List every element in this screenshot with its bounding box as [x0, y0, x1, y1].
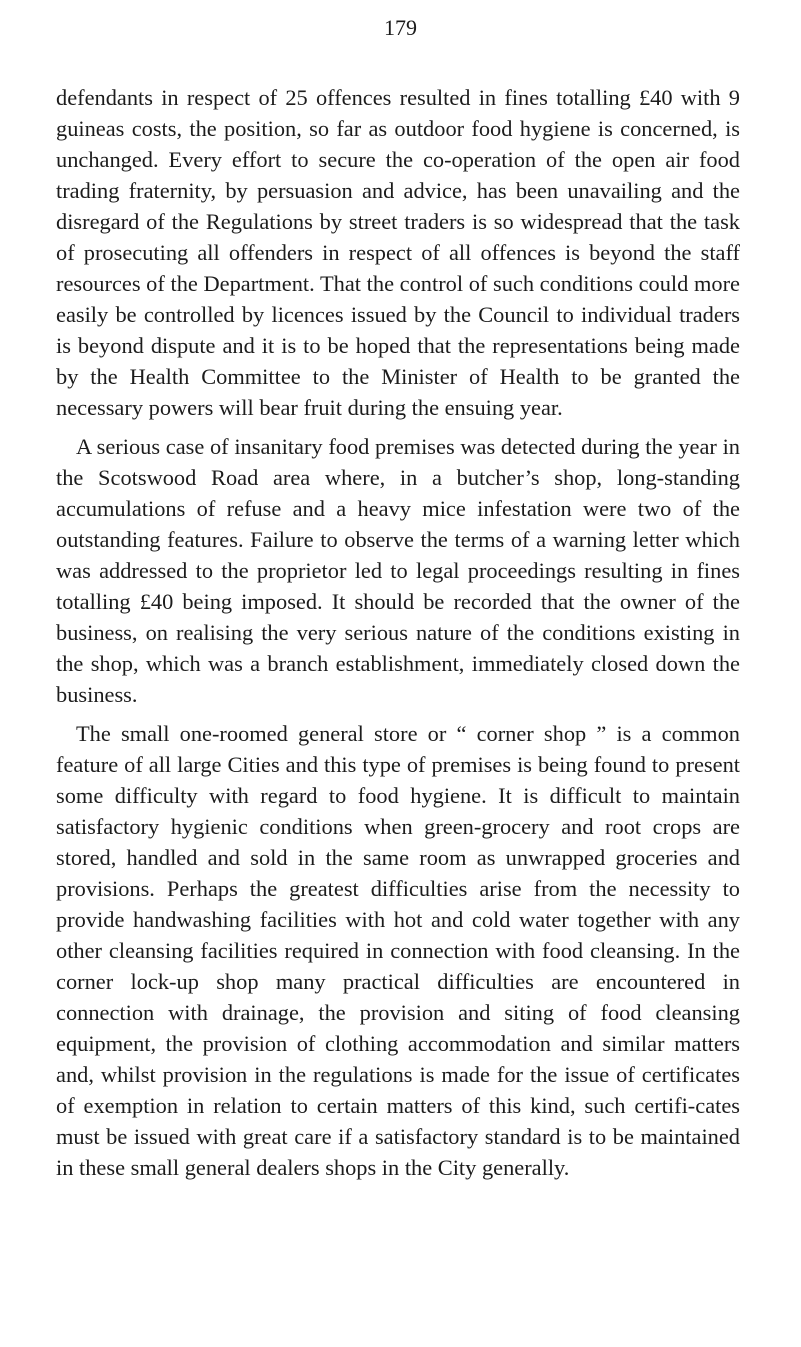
paragraph-outdoor-food-hygiene: defendants in respect of 25 offences resulted in fines totalling £40 with 9 guineas costs, the position, so far as outdoor food hygiene is concerned, is unchanged. Every effort to secure the co-operation of the open air food trading fraternity, by persuasion and advice, has been unavailing and the disregard of the Regulations by street traders is so widespread that the task of prosecuting all offenders in respect of all offences is beyond the staff resources of the Department. That the control of such conditions could more easily be controlled by licences issued by the Council to individual traders is beyond dispute and it is to be hoped that the representations being made by the Health Committee to the Minister of Health to be granted the necessary powers will bear fruit during the ensuing year. [56, 85, 740, 420]
body-text [56, 82, 740, 1183]
paragraph-corner-shop: The small one-roomed general store or “ corner shop ” is a common feature of all large Cities and this type of premises is being found to present some difficulty with regard to food hygiene. It is difficult to maintain satisfactory hygienic conditions when green-grocery and root crops are stored, handled and sold in the same room as unwrapped groceries and provisions. Perhaps the greatest difficulties arise from the necessity to provide handwashing facilities with hot and cold water together with any other cleansing facilities required in connection with food cleansing. In the corner lock-up shop many practical difficulties are encountered in connection with drainage, the provision and siting of food cleansing equipment, the provision of clothing accommodation and similar matters and, whilst provision in the regulations is made for the issue of certificates of exemption in relation to certain matters of this kind, such certifi-cates must be issued with great care if a satisfactory standard is to be maintained in these small general dealers shops in the City generally. [56, 721, 740, 1180]
page-number: 179 [384, 15, 417, 40]
paragraph-insanitary-premises: A serious case of insanitary food premises was detected during the year in the Scotswood Road area where, in a butcher’s shop, long-standing accumulations of refuse and a heavy mice infestation were two of the outstanding features. Failure to observe the terms of a warning letter which was addressed to the proprietor led to legal proceedings resulting in fines totalling £40 being imposed. It should be recorded that the owner of the business, on realising the very serious nature of the conditions existing in the shop, which was a branch establishment, immediately closed down the business. [56, 434, 740, 707]
